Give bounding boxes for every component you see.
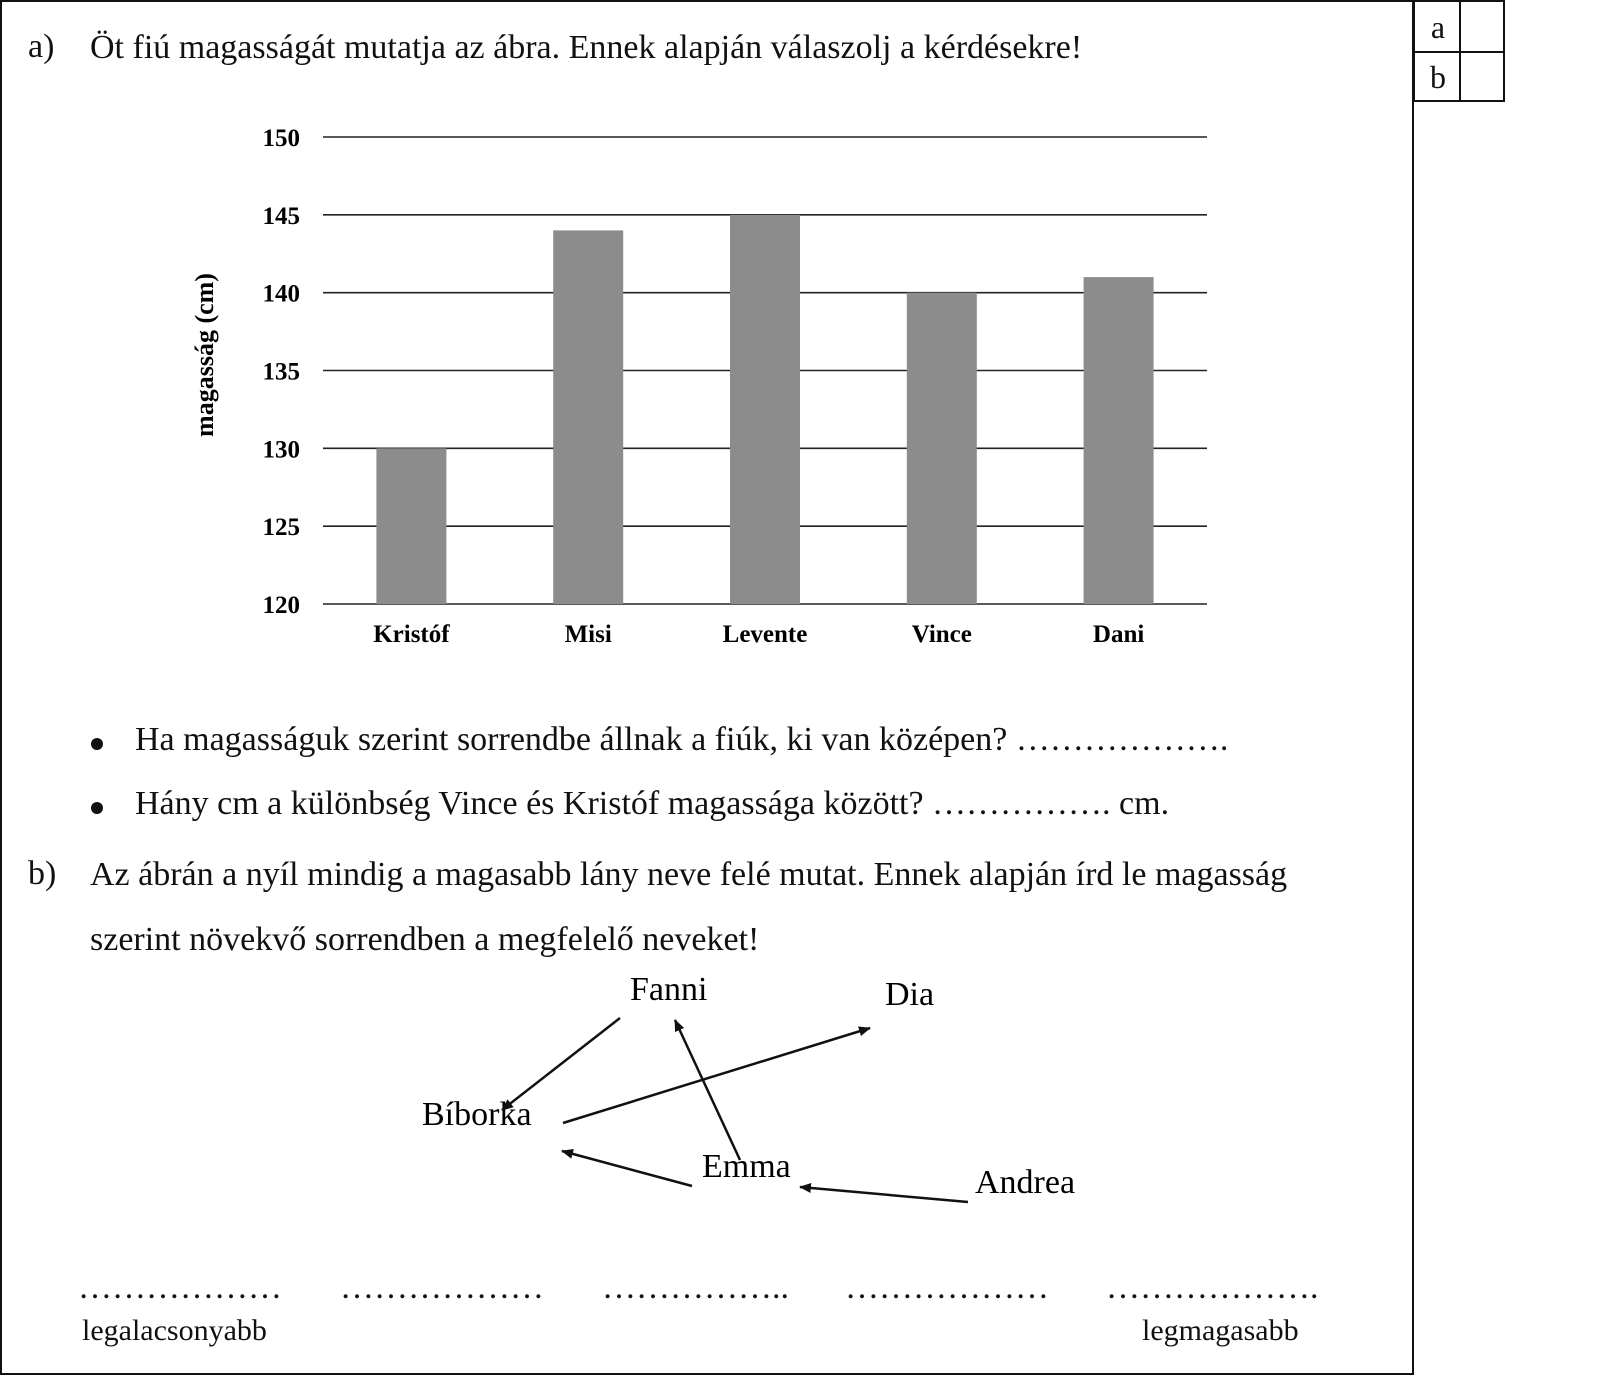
score-row-a-label: a (1430, 9, 1446, 45)
score-row-b-label: b (1430, 59, 1446, 95)
x-tick-labels (373, 621, 1144, 648)
part-b-label: b) (28, 855, 57, 892)
answer-blank-1[interactable]: ……………… (78, 1269, 282, 1306)
y-tick-label-135: 135 (262, 358, 300, 386)
arrow-andrea-to-emma (800, 1187, 968, 1202)
x-tick-label-dani: Dani (1092, 621, 1145, 648)
bar-levente (730, 215, 800, 604)
height-bar-chart (190, 110, 1240, 670)
score-box-row-divider (1415, 51, 1505, 53)
x-tick-label-levente: Levente (722, 621, 808, 648)
answer-blank-3[interactable]: …………….. (602, 1269, 789, 1306)
y-tick-label-125: 125 (262, 514, 300, 542)
bar-misi (553, 230, 623, 604)
height-relation-diagram (0, 960, 1400, 1220)
lowest-label: legalacsonyabb (82, 1314, 267, 1347)
x-tick-label-vince: Vince (911, 621, 972, 648)
bullet-2 (91, 802, 103, 814)
highest-label: legmagasabb (1142, 1314, 1299, 1347)
name-andrea: Andrea (975, 1164, 1076, 1201)
part-b-prompt-line-1: Az ábrán a nyíl mindig a magasabb lány neve felé mutat. Ennek alapján írd le magasság (90, 856, 1288, 893)
name-fanni: Fanni (630, 971, 708, 1008)
name-biborka: Bíborka (422, 1096, 532, 1133)
arrow-fanni-to-biborka (502, 1018, 620, 1110)
bar-dani (1084, 277, 1154, 604)
answer-blank-4[interactable]: ……………… (845, 1269, 1049, 1306)
part-b-prompt-line-2: szerint növekvő sorrendben a megfelelő neveket! (90, 921, 760, 958)
answer-blank-5[interactable]: ………………. (1106, 1269, 1319, 1306)
chart-bars (376, 215, 1153, 604)
y-tick-labels (263, 125, 301, 619)
part-a-prompt: Öt fiú magasságát mutatja az ábra. Ennek alapján válaszolj a kérdésekre! (90, 29, 1083, 66)
y-axis-label: magasság (cm) (190, 273, 219, 437)
arrow-emma-to-fanni (675, 1020, 740, 1160)
part-a-label: a) (28, 28, 55, 65)
bar-vince (907, 293, 977, 604)
part-a-question-1: Ha magasságuk szerint sorrendbe állnak a fiúk, ki van középen? ………………. (135, 721, 1229, 758)
arrow-emma-to-biborka (562, 1151, 692, 1186)
name-emma: Emma (702, 1148, 791, 1185)
y-tick-label-120: 120 (262, 592, 300, 619)
y-tick-label-140: 140 (262, 280, 300, 308)
y-tick-label-145: 145 (262, 202, 300, 230)
x-tick-label-kristóf: Kristóf (373, 621, 450, 648)
part-a-question-2: Hány cm a különbség Vince és Kristóf magassága között? ……………. cm. (135, 785, 1170, 822)
score-box (1413, 0, 1505, 102)
name-dia: Dia (885, 976, 935, 1013)
bar-kristóf (376, 448, 446, 604)
bullet-1 (91, 738, 103, 750)
x-tick-label-misi: Misi (564, 621, 612, 648)
y-tick-label-130: 130 (262, 436, 300, 464)
y-tick-label-150: 150 (262, 125, 300, 152)
answer-blank-2[interactable]: ……………… (340, 1269, 544, 1306)
